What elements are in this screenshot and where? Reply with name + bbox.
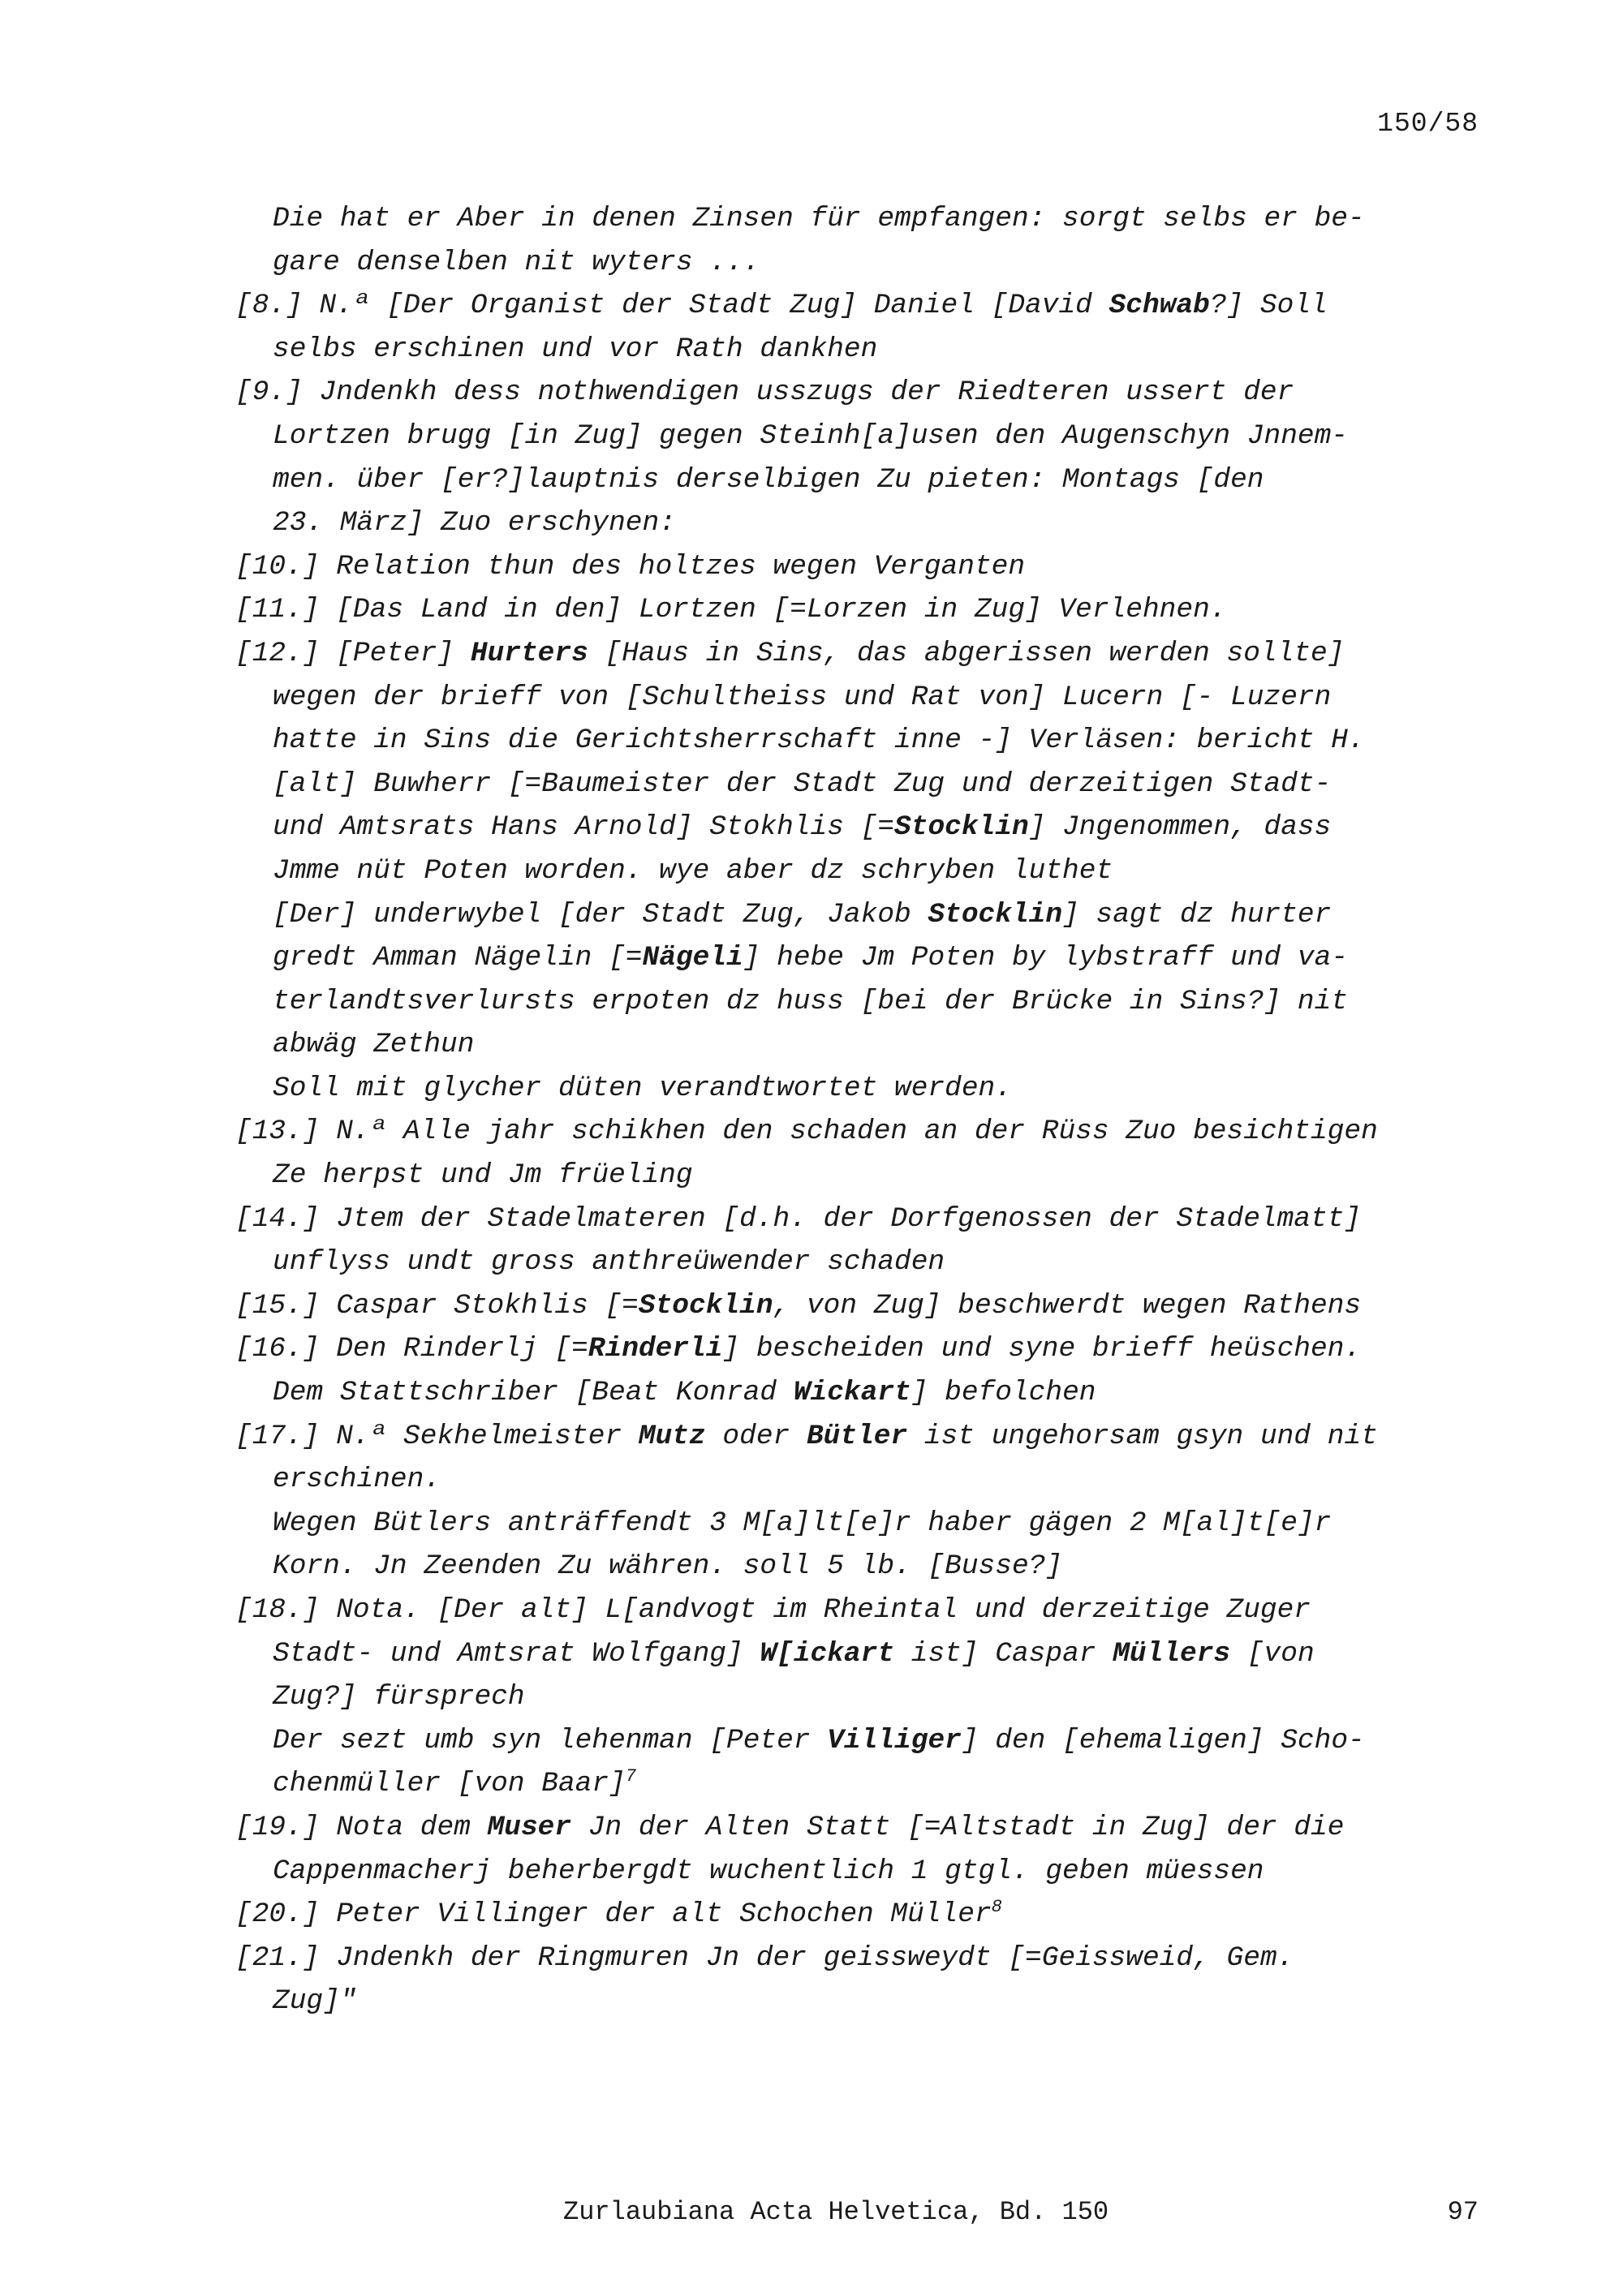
text-line: [21.] Jndenkh der Ringmuren Jn der geissweydt [=Geissweid, Gem.: [235, 1941, 1294, 1974]
text-line: [18.] Nota. [Der alt] L[andvogt im Rheintal und derzeitige Zuger: [235, 1594, 1311, 1626]
text-line: Der sezt umb syn lehenman [Peter Villiger] den [ehemaligen] Scho-: [273, 1724, 1365, 1756]
text-line: [13.] N.ª Alle jahr schikhen den schaden an der Rüss Zuo besichtigen: [235, 1116, 1378, 1148]
text-line: selbs erschinen und vor Rath dankhen: [273, 333, 878, 365]
text-line: [9.] Jndenkh dess nothwendigen usszugs der Riedteren ussert der: [235, 376, 1294, 409]
text-line: [11.] [Das Land in den] Lortzen [=Lorzen in Zug] Verlehnen.: [235, 594, 1227, 626]
text-line: [17.] N.ª Sekhelmeister Mutz oder Bütler ist ungehorsam gsyn und nit: [235, 1420, 1378, 1452]
text-line: [12.] [Peter] Hurters [Haus in Sins, das abgerissen werden sollte]: [235, 637, 1345, 669]
text-line: gredt Amman Nägelin [=Nägeli] hebe Jm Poten by lybstraff und va-: [273, 942, 1349, 974]
text-line: [alt] Buwherr [=Baumeister der Stadt Zug und derzeitigen Stadt-: [273, 767, 1332, 800]
text-line: Stadt- und Amtsrat Wolfgang] W[ickart ist] Caspar Müllers [von: [273, 1637, 1315, 1670]
text-line: Cappenmacherj beherbergdt wuchentlich 1 gtgl. geben müessen: [273, 1855, 1264, 1887]
footer-title: Zurlaubiana Acta Helvetica, Bd. 150: [563, 2197, 1109, 2227]
text-line: [Der] underwybel [der Stadt Zug, Jakob Stocklin] sagt dz hurter: [273, 898, 1332, 931]
page-reference: 150/58: [1377, 109, 1479, 139]
text-line: hatte in Sins die Gerichtsherrschaft inne -] Verläsen: bericht H.: [273, 724, 1365, 757]
text-line: wegen der brieff von [Schultheiss und Rat von] Lucern [- Luzern: [273, 681, 1332, 713]
text-line: Zug]": [273, 1985, 357, 2018]
text-line: Ze herpst und Jm früeling: [273, 1159, 693, 1192]
text-line: [10.] Relation thun des holtzes wegen Verganten: [235, 550, 1026, 583]
footer-page-number: 97: [1447, 2197, 1479, 2227]
text-line: Soll mit glycher düten verandtwortet werden.: [273, 1072, 1012, 1104]
text-line: terlandtsverlursts erpoten dz huss [bei der Brücke in Sins?] nit: [273, 985, 1349, 1017]
text-line: Jmme nüt Poten worden. wye aber dz schryben luthet: [273, 854, 1113, 887]
text-line: men. über [er?]lauptnis derselbigen Zu pieten: Montags [den: [273, 463, 1264, 496]
text-line: [19.] Nota dem Muser Jn der Alten Statt [=Altstadt in Zug] der die: [235, 1811, 1345, 1843]
text-line: [8.] N.ª [Der Organist der Stadt Zug] Daniel [David Schwab?] Soll: [235, 290, 1328, 322]
text-line: gare denselben nit wyters ...: [273, 246, 760, 278]
text-line: erschinen.: [273, 1464, 441, 1496]
text-line: [20.] Peter Villinger der alt Schochen Müller$^8$: [235, 1897, 1002, 1931]
text-line: Korn. Jn Zeenden Zu währen. soll 5 lb. [Busse?]: [273, 1550, 1063, 1583]
text-line: [16.] Den Rinderlj [=Rinderli] bescheiden und syne brieff heüschen.: [235, 1333, 1362, 1365]
text-line: [15.] Caspar Stokhlis [=Stocklin, von Zug] beschwerdt wegen Rathens: [235, 1289, 1362, 1322]
text-line: Dem Stattschriber [Beat Konrad Wickart] befolchen: [273, 1377, 1096, 1409]
text-line: Die hat er Aber in denen Zinsen für empfangen: sorgt selbs er be-: [273, 203, 1365, 234]
text-line: chenmüller [von Baar]$^7$: [273, 1766, 636, 1800]
text-line: [14.] Jtem der Stadelmateren [d.h. der Dorfgenossen der Stadelmatt]: [235, 1202, 1362, 1235]
text-line: Zug?] fürsprech: [273, 1681, 525, 1713]
text-line: 23. März] Zuo erschynen:: [273, 507, 676, 540]
transcription-body: [235, 197, 1469, 2023]
text-line: und Amtsrats Hans Arnold] Stokhlis [=Stocklin] Jngenommen, dass: [273, 811, 1332, 844]
text-line: Wegen Bütlers anträffendt 3 M[a]lt[e]r haber gägen 2 M[al]t[e]r: [273, 1507, 1332, 1539]
text-line: Lortzen brugg [in Zug] gegen Steinh[a]usen den Augenschyn Jnnem-: [273, 419, 1349, 452]
text-line: unflyss undt gross anthreüwender schaden: [273, 1246, 945, 1279]
text-line: abwäg Zethun: [273, 1029, 475, 1061]
